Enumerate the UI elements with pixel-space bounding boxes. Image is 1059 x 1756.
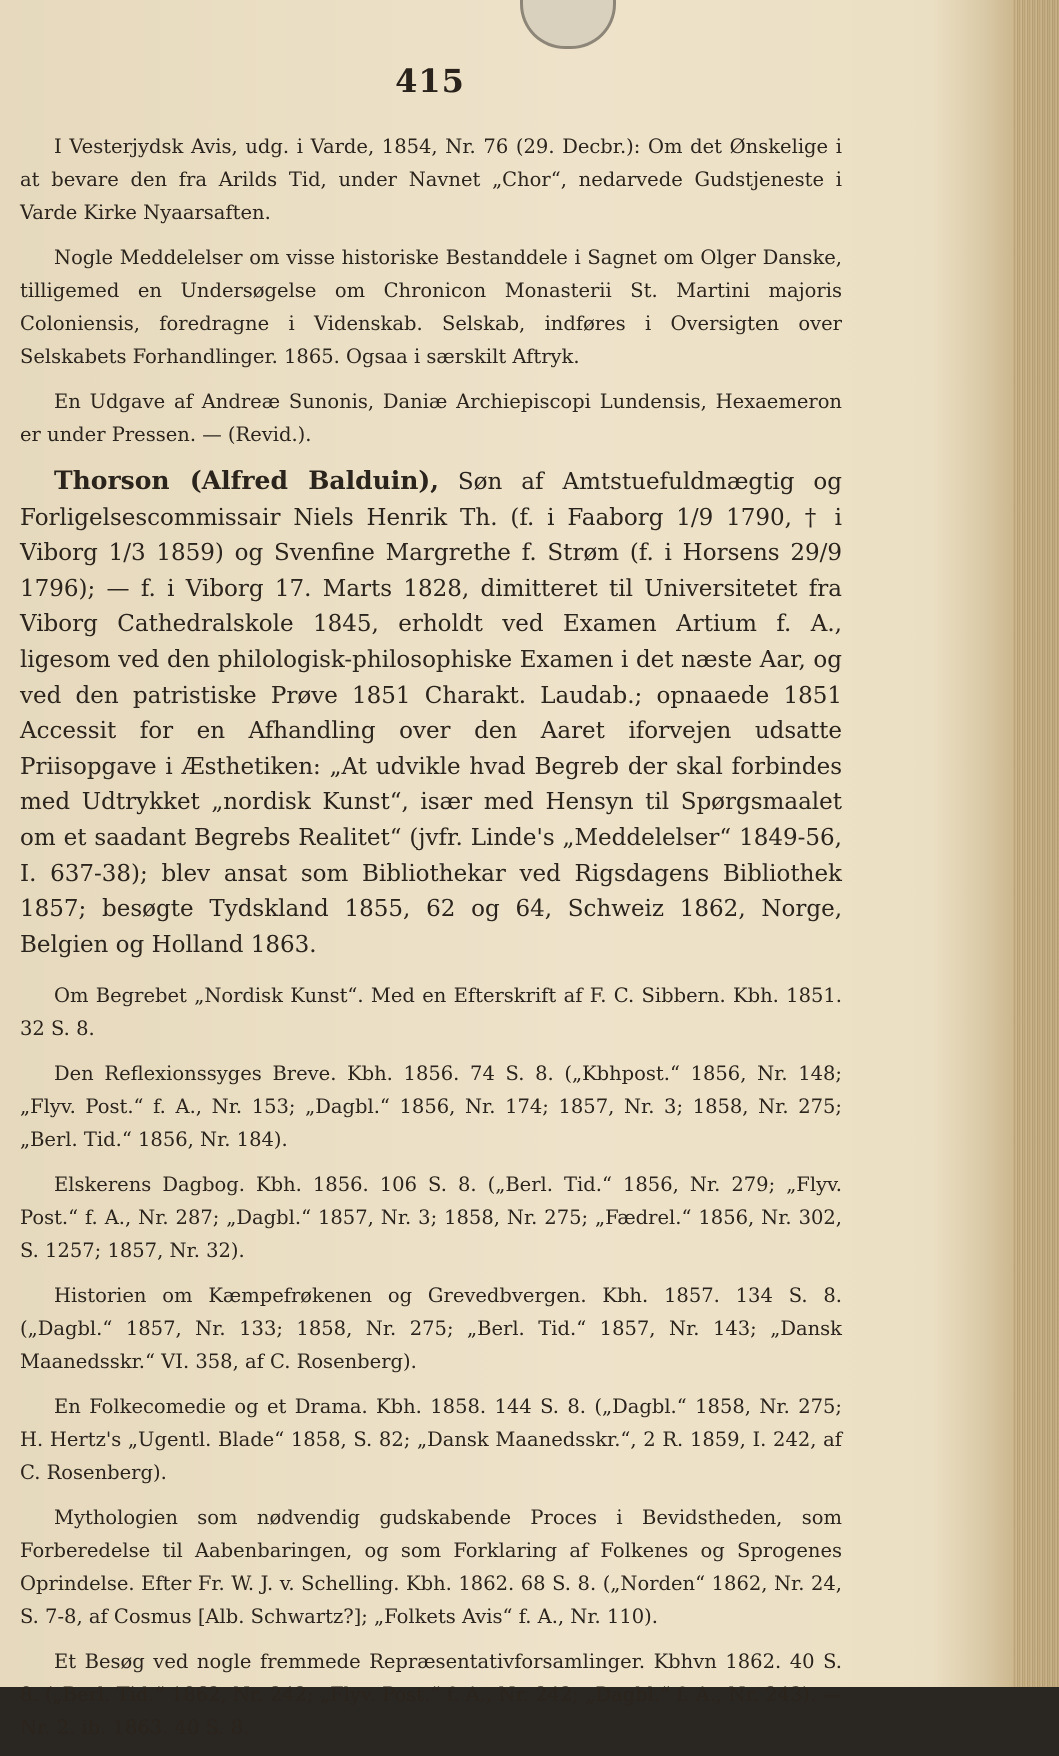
- work-entry: En Folkecomedie og et Drama. Kbh. 1858. 144 S. 8. („Dagbl.“ 1858, Nr. 275; H. Hertz's „Ugentl. Blade“ 1858, S. 82; „Dansk Maanedsskr.“, 2 R. 1859, I. 242, af C. Rosenberg).: [20, 1395, 842, 1485]
- biography-heading: Thorson (Alfred Balduin),: [54, 466, 439, 495]
- work-entry: Om Begrebet „Nordisk Kunst“. Med en Efterskrift af F. C. Sibbern. Kbh. 1851. 32 S. 8.: [20, 984, 842, 1041]
- page-number: 415: [395, 62, 465, 100]
- page-body: [20, 130, 842, 1756]
- work-entry: Historien om Kæmpefrøkenen og Grevedbvergen. Kbh. 1857. 134 S. 8. („Dagbl.“ 1857, Nr. 133; 1858, Nr. 275; „Berl. Tid.“ 1857, Nr. 143; „Dansk Maanedsskr.“ VI. 358, af C. Rosenberg).: [20, 1284, 842, 1374]
- work-entry: Mythologien som nødvendig gudskabende Proces i Bevidstheden, som Forberedelse til Aabenbaringen, og som Forklaring af Folkenes og Sprogenes Oprindelse. Efter Fr. W. J. v. Schelling. Kbh. 1862. 68 S. 8. („Norden“ 1862, Nr. 24, S. 7-8, af Cosmus [Alb. Schwartz?]; „Folkets Avis“ f. A., Nr. 110).: [20, 1506, 842, 1629]
- work-entry: Et Besøg ved nogle fremmede Repræsentativforsamlinger. Kbhvn 1862. 40 S. 8. („Berl. Tid.“ 1862, Nr. 242; „Flyv. Post.“ f. A., Nr. 242; „Dagbl.“ f. A., Nr. 243). — Nr. 2. ib. 1863. 40 S. 8.: [20, 1650, 842, 1740]
- entry-hexaemeron: En Udgave af Andreæ Sunonis, Daniæ Archiepiscopi Lundensis, Hexaemeron er under Pressen. — (Revid.).: [20, 390, 842, 446]
- biography-text: Søn af Amtstuefuldmægtig og Forligelsescommissair Niels Henrik Th. (f. i Faaborg 1/9 1790, † i Viborg 1/3 1859) og Svenfine Margrethe f. Strøm (f. i Horsens 29/9 1796); — f. i Viborg 17. Marts 1828, dimitteret til Universitetet fra Viborg Cathedralskole 1845, erholdt ved Examen Artium f. A., ligesom ved den philologisk-philosophiske Examen i det næste Aar, og ved den patristiske Prøve 1851 Charakt. Laudab.; opnaaede 1851 Accessit for en Afhandling over den Aaret iforvejen udsatte Priisopgave i Æsthetiken: „At udvikle hvad Begreb der skal forbindes med Udtrykket „nordisk Kunst“, især med Hensyn til Spørgsmaalet om et saadant Begrebs Realitet“ (jvfr. Linde's „Meddelelser“ 1849-56, I. 637-38); blev ansat som Bibliothekar ved Rigsdagens Bibliothek 1857; besøgte Tydskland 1855, 62 og 64, Schweiz 1862, Norge, Belgien og Holland 1863.: [20, 469, 842, 958]
- entry-olger-danske: Nogle Meddelelser om visse historiske Bestanddele i Sagnet om Olger Danske, tilligemed en Undersøgelse om Chronicon Monasterii St. Martini majoris Coloniensis, foredragne i Videnskab. Selskab, indføres i Oversigten over Selskabets Forhandlinger. 1865. Ogsaa i særskilt Aftryk.: [20, 246, 842, 368]
- biography-entry: [20, 463, 842, 963]
- book-page-edges: [1013, 0, 1059, 1687]
- entry-vesterjydsk-avis: I Vesterjydsk Avis, udg. i Varde, 1854, Nr. 76 (29. Decbr.): Om det Ønskelige i at bevare den fra Arilds Tid, under Navnet „Chor“, nedarvede Gudstjeneste i Varde Kirke Nyaarsaften.: [20, 135, 842, 224]
- work-entry: Den Reflexionssyges Breve. Kbh. 1856. 74 S. 8. („Kbhpost.“ 1856, Nr. 148; „Flyv. Post.“ f. A., Nr. 153; „Dagbl.“ 1856, Nr. 174; 1857, Nr. 3; 1858, Nr. 275; „Berl. Tid.“ 1856, Nr. 184).: [20, 1062, 842, 1152]
- work-entry: Elskerens Dagbog. Kbh. 1856. 106 S. 8. („Berl. Tid.“ 1856, Nr. 279; „Flyv. Post.“ f. A., Nr. 287; „Dagbl.“ 1857, Nr. 3; 1858, Nr. 275; „Fædrel.“ 1856, Nr. 302, S. 1257; 1857, Nr. 32).: [20, 1173, 842, 1263]
